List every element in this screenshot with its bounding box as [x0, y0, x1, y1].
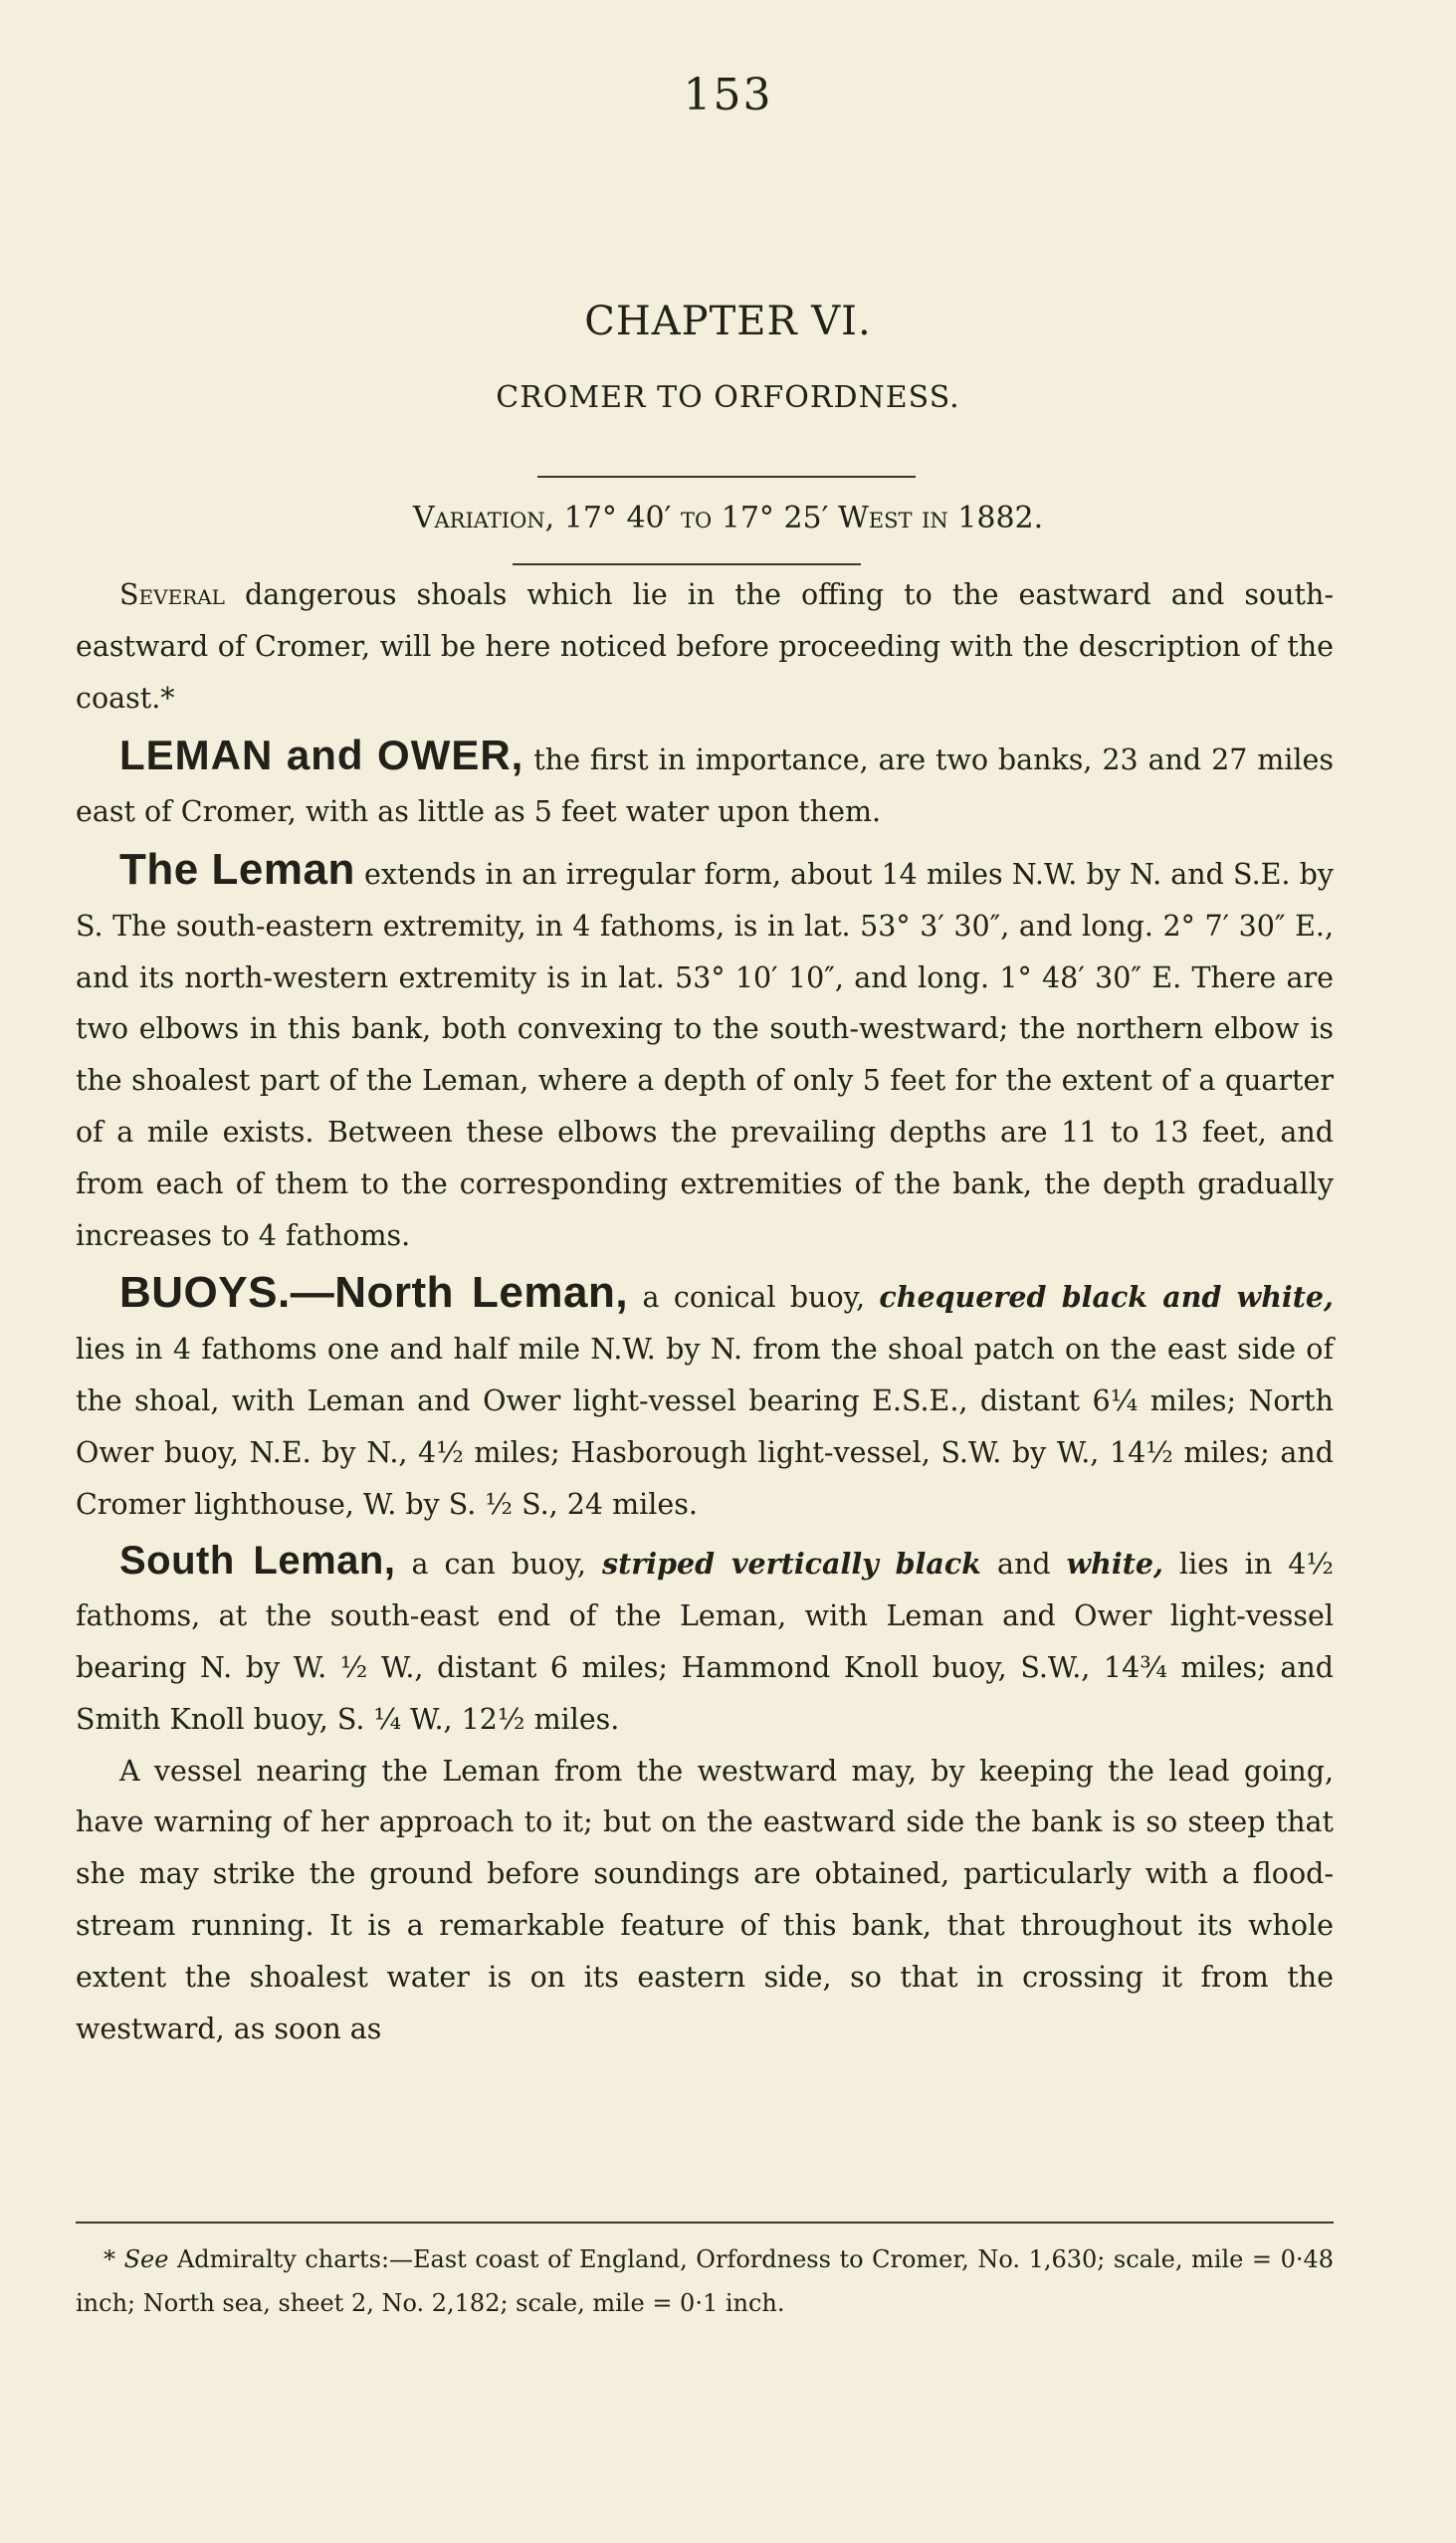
buoys-heading: BUOYS.—North Leman, [119, 1268, 629, 1318]
body-text [76, 569, 1334, 2054]
chapter-title: CHAPTER VI. [584, 299, 872, 344]
south-leman-text-b: and [980, 1548, 1067, 1582]
leman-ower-heading: LEMAN and OWER, [119, 732, 524, 779]
intro-text: dangerous shoals which lie in the offing to the eastward and south-eastward of Cromer, will be here noticed before proceeding with the description of the coast.* [76, 578, 1334, 715]
south-leman-em2: white, [1066, 1547, 1163, 1582]
top-rule [537, 476, 916, 478]
intro-lead: Several [119, 578, 225, 611]
intro-paragraph [76, 569, 1334, 724]
south-leman-text-c: lies in 4½ fathoms, at the south-east end of the Leman, with Leman and Ower light-vessel bearing N. by W. ½ W., distant 6 miles; Hammond Knoll buoy, S.W., 14¾ miles; and Smith Knoll buoy, S. ¼ W., 12½ miles. [76, 1548, 1334, 1736]
buoys-text-a: a conical buoy, [628, 1281, 880, 1315]
variation-line: Variation, 17° 40′ to 17° 25′ West in 1882. [412, 501, 1044, 535]
leman-ower-paragraph [76, 730, 1334, 838]
footnote-see: See [123, 2245, 169, 2273]
chapter-subtitle: CROMER TO ORFORDNESS. [496, 380, 960, 415]
bottom-rule [513, 563, 861, 565]
footnote-body: Admiralty charts:—East coast of England, Orfordness to Cromer, No. 1,630; scale, mile = 0·48 inch; North sea, sheet 2, No. 2,182; scale, mile = 0·1 inch. [76, 2245, 1334, 2317]
footnote-mark: * [104, 2245, 124, 2273]
footnote [76, 2237, 1334, 2325]
south-leman-text-a: a can buoy, [395, 1548, 603, 1582]
the-leman-heading: The Leman [119, 844, 355, 894]
the-leman-text: extends in an irregular form, about 14 miles N.W. by N. and S.E. by S. The south-eastern extremity, in 4 fathoms, is in lat. 53° 3′ 30″, and long. 2° 7′ 30″ E., and its north-western extremity is in lat. 53° 10′ 10″, and long. 1° 48′ 30″ E. There are two elbows in this bank, both convexing to the south-westward; the northern elbow is the shoalest part of the Leman, where a depth of only 5 feet for the extent of a quarter of a mile exists. Between these elbows the prevailing depths are 11 to 13 feet, and from each of them to the corresponding extremities of the bank, the depth gradually increases to 4 fathoms. [76, 857, 1334, 1252]
buoys-em: chequered black and white, [879, 1280, 1334, 1315]
south-leman-paragraph [76, 1536, 1334, 1745]
the-leman-paragraph [76, 844, 1334, 1261]
footnote-rule [76, 2222, 1334, 2224]
south-leman-heading: South Leman, [119, 1539, 396, 1584]
page-number: 153 [683, 70, 773, 120]
buoys-paragraph [76, 1267, 1334, 1530]
leman-ower-text: the first in importance, are two banks, 23 and 27 miles east of Cromer, with as little as 5 feet water upon them. [76, 743, 1334, 829]
footnote-text [76, 2237, 1334, 2325]
vessel-paragraph: A vessel nearing the Leman from the westward may, by keeping the lead going, have warning of her approach to it; but on the eastward side the bank is so steep that she may strike the ground before soundings are obtained, particularly with a flood-stream running. It is a remarkable feature of this bank, that throughout its whole extent the shoalest water is on its eastern side, so that in crossing it from the westward, as soon as [76, 1754, 1334, 2045]
buoys-text-b: lies in 4 fathoms one and half mile N.W. by N. from the shoal patch on the east side of the shoal, with Leman and Ower light-vessel bearing E.S.E., distant 6¼ miles; North Ower buoy, N.E. by N., 4½ miles; Hasborough light-vessel, S.W. by W., 14½ miles; and Cromer lighthouse, W. by S. ½ S., 24 miles. [76, 1333, 1334, 1521]
south-leman-em: striped vertically black [602, 1547, 981, 1582]
